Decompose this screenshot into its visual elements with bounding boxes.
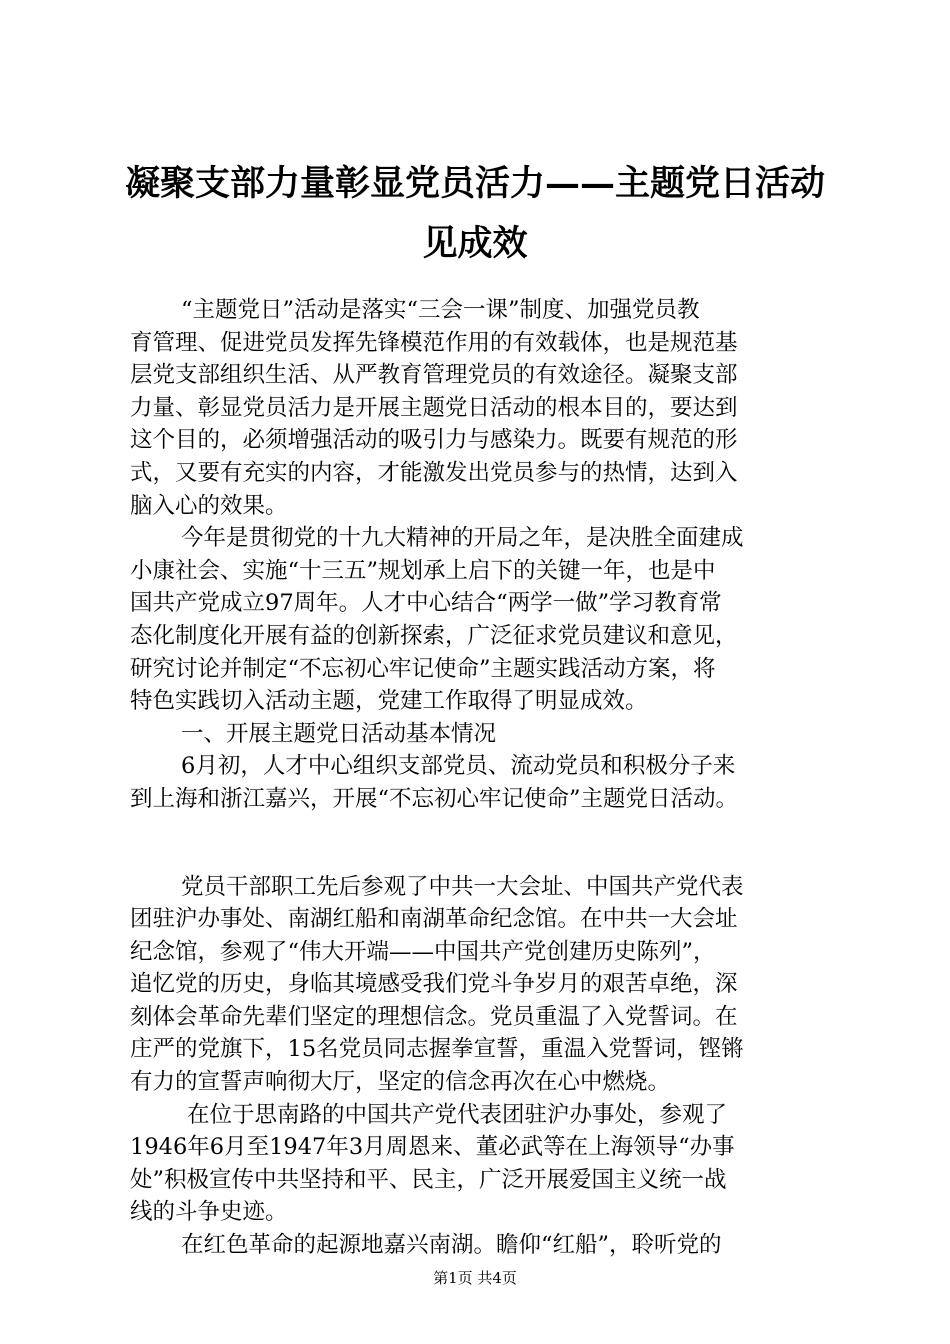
body-line: 党员干部职工先后参观了中共一大会址、中国共产党代表	[181, 873, 744, 900]
body-line: 力量、彰显党员活力是开展主题党日活动的根本目的，要达到	[130, 394, 738, 421]
body-line: 在位于思南路的中国共产党代表团驻沪办事处，参观了	[187, 1101, 728, 1128]
body-line: 特色实践切入活动主题，党建工作取得了明显成效。	[130, 688, 648, 715]
body-line: “主题党日”活动是落实“三会一课”制度、加强党员教	[181, 297, 700, 323]
body-line: 脑入心的效果。	[130, 492, 288, 519]
body-line: 育管理、促进党员发挥先锋模范作用的有效载体，也是规范基	[130, 329, 738, 356]
body-line: 纪念馆，参观了“伟大开端——中国共产党创建历史陈列”，	[130, 938, 716, 965]
body-line: 态化制度化开展有益的创新探索，广泛征求党员建议和意见，	[130, 622, 738, 649]
body-line: 刻体会革命先辈们坚定的理想信念。党员重温了入党誓词。在	[130, 1003, 738, 1030]
document-body	[130, 294, 845, 1262]
body-line: 层党支部组织生活、从严教育管理党员的有效途径。凝聚支部	[130, 362, 738, 389]
body-line: 式，又要有充实的内容，才能激发出党员参与的热情，达到入	[130, 459, 738, 486]
body-line: 庄严的党旗下，15名党员同志握拳宣誓，重温入党誓词，铿锵	[130, 1036, 744, 1063]
body-line: 到上海和浙江嘉兴，开展“不忘初心牢记使命”主题党日活动。	[130, 785, 739, 812]
body-line: 处”积极宣传中共坚持和平、民主，广泛开展爱国主义统一战	[130, 1166, 727, 1193]
body-line: 在红色革命的起源地嘉兴南湖。瞻仰“红船”，聆听党的	[181, 1232, 722, 1259]
page-footer: 第1页 共4页	[433, 1269, 517, 1287]
body-line: 6月初，人才中心组织支部党员、流动党员和积极分子来	[181, 753, 736, 780]
document-title-line-2: 见成效	[422, 223, 528, 264]
document-title-line-1: 凝聚支部力量彰显党员活力——主题党日活动	[124, 163, 825, 204]
body-line: 今年是贯彻党的十九大精神的开局之年，是决胜全面建成	[181, 525, 744, 552]
body-line: 追忆党的历史，身临其境感受我们党斗争岁月的艰苦卓绝，深	[130, 971, 738, 998]
body-line: 这个目的，必须增强活动的吸引力与感染力。既要有规范的形	[130, 427, 738, 454]
body-line: 有力的宣誓声响彻大厅，坚定的信念再次在心中燃烧。	[130, 1069, 671, 1096]
section-heading: 一、开展主题党日活动基本情况	[181, 720, 497, 747]
body-line: 研究讨论并制定“不忘初心牢记使命”主题实践活动方案，将	[130, 655, 716, 682]
body-line: 国共产党成立97周年。人才中心结合“两学一做”学习教育常	[130, 590, 722, 617]
body-line: 团驻沪办事处、南湖红船和南湖革命纪念馆。在中共一大会址	[130, 906, 738, 933]
blank-line	[130, 816, 845, 871]
body-line: 线的斗争史迹。	[130, 1199, 288, 1226]
body-line: 1946年6月至1947年3月周恩来、董必武等在上海领导“办事	[130, 1134, 735, 1161]
body-line: 小康社会、实施“十三五”规划承上启下的关键一年，也是中	[130, 557, 716, 584]
